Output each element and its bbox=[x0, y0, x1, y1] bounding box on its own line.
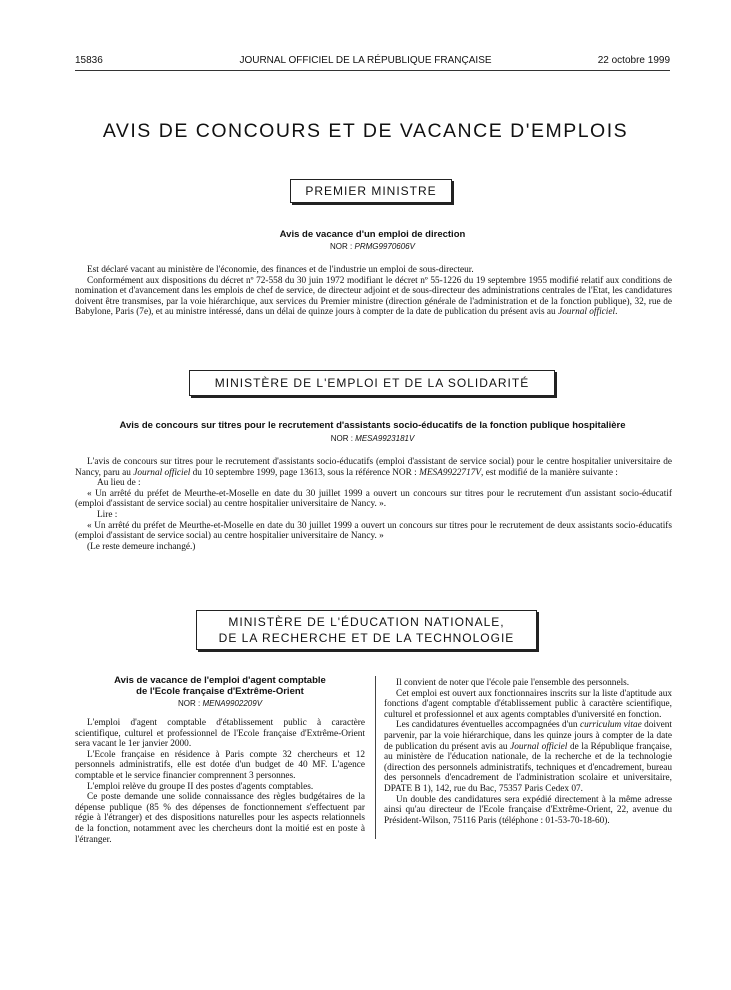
paragraph: Les candidatures éventuelles accompagnées d'un curriculum vitae doivent parvenir, par la voie hiérarchique, dans les quinze jours à compter de la date de publication du présent avis au Journal officiel de la République française, au ministère de l'éducation nationale, de la recherche et de la technologie (direction des personnels administratifs, techniques et d'encadrement, bureau des personnels d'encadrement de l'administration scolaire et universitaire, DPATE B 1), 142, rue du Bac, 75357 Paris Cedex 07. bbox=[384, 720, 672, 794]
section-box-title: MINISTÈRE DE L'EMPLOI ET DE LA SOLIDARITÉ bbox=[214, 376, 530, 390]
paragraph: « Un arrêté du préfet de Meurthe-et-Moselle en date du 30 juillet 1999 a ouvert un concours sur titres pour le recrutement de deux assistants socio-éducatifs (emploi d'assistant de service social) au centre hospitalier universitaire de Nancy. » bbox=[75, 520, 672, 542]
paragraph: L'Ecole française en résidence à Paris compte 32 chercheurs et 12 personnels administratifs, elle est dotée d'un budget de 40 MF. L'agence comptable et le service financier comprennent 3 personnes. bbox=[75, 749, 365, 781]
right-column bbox=[384, 678, 672, 826]
paragraph: L'emploi relève du groupe II des postes d'agents comptables. bbox=[87, 781, 314, 792]
section-box-emploi-solidarite bbox=[189, 370, 555, 396]
paragraph: Ce poste demande une solide connaissance des règles budgétaires de la dépense publique (85 % des dépenses de fonctionnement s'effectuent par régie à l'étranger) et des dispositions naturelles pour les aspects relationnels de la fonction, notamment avec les chercheurs dont la moitié est en poste à l'étranger. bbox=[75, 792, 365, 845]
nor-code: MENA9902209V bbox=[202, 699, 263, 708]
left-column-body bbox=[75, 718, 365, 845]
notice-title: Avis de vacance d'un emploi de direction bbox=[279, 229, 466, 240]
paragraph: (Le reste demeure inchangé.) bbox=[87, 541, 196, 552]
nor-reference bbox=[75, 699, 365, 708]
header-rule bbox=[75, 70, 670, 71]
section-box-title-line2: DE LA RECHERCHE ET DE LA TECHNOLOGIE bbox=[218, 631, 515, 645]
section-box-title: PREMIER MINISTRE bbox=[305, 184, 437, 198]
paragraph: Il convient de noter que l'école paie l'ensemble des personnels. bbox=[396, 678, 630, 688]
main-title: AVIS DE CONCOURS ET DE VACANCE D'EMPLOIS bbox=[102, 120, 629, 142]
nor-code: PRMG9970606V bbox=[354, 242, 415, 251]
paragraph: L'emploi d'agent comptable d'établissement public à caractère scientifique, culturel et professionnel de l'Ecole française d'Extrême-Orient sera vacant le 1er janvier 2000. bbox=[75, 718, 365, 750]
nor-reference bbox=[75, 242, 670, 251]
section-box-title-line1: MINISTÈRE DE L'ÉDUCATION NATIONALE, bbox=[228, 615, 505, 629]
nor-label: NOR : bbox=[330, 434, 353, 443]
paragraph: Lire : bbox=[97, 509, 118, 520]
paragraph: Cet emploi est ouvert aux fonctionnaires inscrits sur la liste d'aptitude aux fonctions d'agent comptable d'établissement public à caractère scientifique, culturel et professionnel et aux agents comptables d'université en fonction. bbox=[384, 688, 672, 720]
section-box-premier-ministre bbox=[290, 179, 452, 203]
notice-title: Avis de vacance de l'emploi d'agent comptable de l'Ecole française d'Extrême-Orient bbox=[114, 675, 326, 697]
paragraph: Au lieu de : bbox=[97, 478, 141, 489]
section2-body bbox=[75, 457, 672, 552]
column-divider bbox=[375, 676, 376, 839]
notice-title: Avis de concours sur titres pour le recrutement d'assistants socio-éducatifs de la fonction publique hospitalière bbox=[119, 420, 626, 431]
left-column bbox=[75, 676, 365, 845]
section-box-education-nationale bbox=[196, 610, 537, 650]
nor-label: NOR : bbox=[177, 699, 201, 708]
nor-reference bbox=[75, 434, 670, 443]
paragraph: Est déclaré vacant au ministère de l'économie, des finances et de l'industrie un emploi de sous-directeur. bbox=[87, 265, 474, 275]
nor-code: MESA9923181V bbox=[355, 434, 415, 443]
publication-date: 22 octobre 1999 bbox=[597, 55, 670, 66]
paragraph: Un double des candidatures sera expédié directement à la même adresse ainsi qu'au directeur de l'Ecole française d'Extrême-Orient, 22, avenue du Président-Wilson, 75116 Paris (téléphone : 01-53-70-18-60). bbox=[384, 794, 672, 826]
nor-label: NOR : bbox=[330, 242, 353, 251]
page-number: 15836 bbox=[75, 55, 103, 66]
journal-title: JOURNAL OFFICIEL DE LA RÉPUBLIQUE FRANÇAISE bbox=[239, 55, 492, 66]
section1-body bbox=[75, 265, 672, 318]
paragraph: « Un arrêté du préfet de Meurthe-et-Moselle en date du 30 juillet 1999 a ouvert un concours sur titres pour le recrutement d'un assistant socio-éducatif (emploi d'assistant de service social) au centre hospitalier universitaire de Nancy. ». bbox=[75, 488, 672, 510]
paragraph: Conformément aux dispositions du décret nº 72-558 du 30 juin 1972 modifiant le décret nº 55-1226 du 19 septembre 1955 modifié relatif aux conditions de nomination et d'avancement dans les emplois de chef de service, de directeur adjoint et de sous-directeur des administrations centrales de l'Etat, les candidatures doivent être transmises, par la voie hiérarchique, aux services du Premier ministre (direction générale de l'administration et de la fonction publique), 32, rue de Babylone, Paris (7e), et au ministre intéressé, dans un délai de quinze jours à compter de la date de publication du présent avis au Journal officiel. bbox=[75, 275, 672, 318]
paragraph: L'avis de concours sur titres pour le recrutement d'assistants socio-éducatifs (emploi d'assistant de service social) pour le centre hospitalier universitaire de Nancy, paru au Journal officiel du 10 septembre 1999, page 13613, sous la référence NOR : MESA9922717V, est modifié de la manière suivante : bbox=[75, 457, 672, 478]
